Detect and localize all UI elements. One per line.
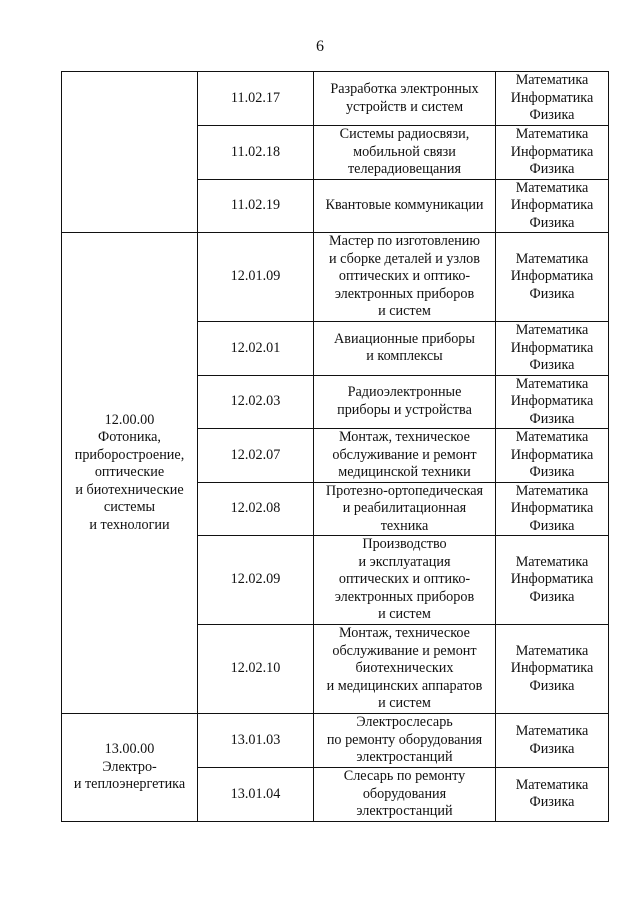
subjects-cell: Математика Информатика Физика: [496, 429, 609, 483]
subjects-cell: Математика Информатика Физика: [496, 322, 609, 376]
code-cell: 12.01.09: [198, 233, 314, 322]
name-cell: Радиоэлектронные приборы и устройства: [314, 375, 496, 429]
subjects-cell: Математика Информатика Физика: [496, 375, 609, 429]
name-cell: Электрослесарь по ремонту оборудования электростанций: [314, 714, 496, 768]
group-cell: 13.00.00 Электро- и теплоэнергетика: [62, 714, 198, 822]
name-cell: Квантовые коммуникации: [314, 179, 496, 233]
name-cell: Авиационные приборы и комплексы: [314, 322, 496, 376]
name-cell: Монтаж, техническое обслуживание и ремонт медицинской техники: [314, 429, 496, 483]
name-cell: Монтаж, техническое обслуживание и ремонт биотехнических и медицинских аппаратов и систем: [314, 625, 496, 714]
name-cell: Производство и эксплуатация оптических и оптико- электронных приборов и систем: [314, 536, 496, 625]
specialties-table: [61, 71, 609, 822]
name-cell: Разработка электронных устройств и систем: [314, 72, 496, 126]
code-cell: 12.02.01: [198, 322, 314, 376]
name-cell: Системы радиосвязи, мобильной связи телерадиовещания: [314, 126, 496, 180]
code-cell: 12.02.08: [198, 482, 314, 536]
code-cell: 12.02.10: [198, 625, 314, 714]
group-cell: 12.00.00 Фотоника, приборостроение, оптические и биотехнические системы и технологии: [62, 233, 198, 714]
subjects-cell: Математика Информатика Физика: [496, 126, 609, 180]
name-cell: Протезно-ортопедическая и реабилитационная техника: [314, 482, 496, 536]
group-cell: [62, 72, 198, 233]
table-row: [62, 714, 609, 768]
subjects-cell: Математика Информатика Физика: [496, 179, 609, 233]
code-cell: 13.01.03: [198, 714, 314, 768]
code-cell: 11.02.19: [198, 179, 314, 233]
subjects-cell: Математика Физика: [496, 768, 609, 822]
subjects-cell: Математика Информатика Физика: [496, 482, 609, 536]
subjects-cell: Математика Информатика Физика: [496, 233, 609, 322]
subjects-cell: Математика Физика: [496, 714, 609, 768]
code-cell: 11.02.18: [198, 126, 314, 180]
subjects-cell: Математика Информатика Физика: [496, 536, 609, 625]
code-cell: 11.02.17: [198, 72, 314, 126]
name-cell: Мастер по изготовлению и сборке деталей и узлов оптических и оптико- электронных приборов и систем: [314, 233, 496, 322]
table-row: [62, 72, 609, 126]
code-cell: 12.02.03: [198, 375, 314, 429]
subjects-cell: Математика Информатика Физика: [496, 625, 609, 714]
code-cell: 12.02.07: [198, 429, 314, 483]
subjects-cell: Математика Информатика Физика: [496, 72, 609, 126]
page-number: 6: [316, 38, 324, 55]
table-row: [62, 233, 609, 322]
code-cell: 13.01.04: [198, 768, 314, 822]
code-cell: 12.02.09: [198, 536, 314, 625]
name-cell: Слесарь по ремонту оборудования электростанций: [314, 768, 496, 822]
